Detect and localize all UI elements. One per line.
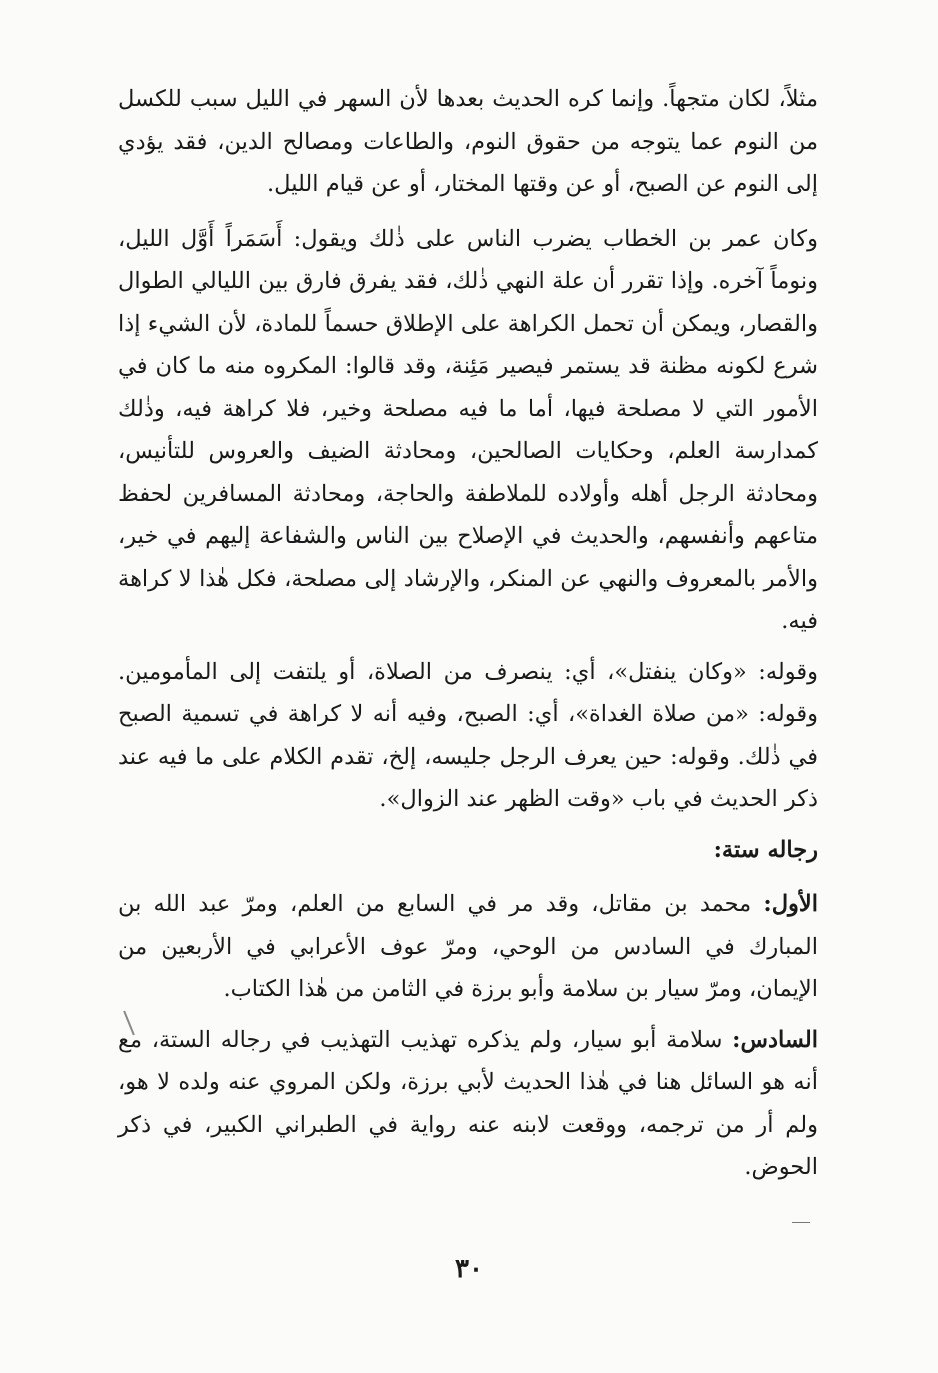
paragraph-4 (118, 883, 818, 1011)
paragraph-4-body: محمد بن مقاتل، وقد مر في السابع من العلم، ومرّ عبد الله بن المبارك في السادس من الوحي، ومرّ عوف الأعرابي في الأربعين من الإيمان، ومرّ سيار بن سلامة وأبو برزة في الثامن من هٰذا الكتاب. (118, 891, 818, 1002)
paragraph-2: وكان عمر بن الخطاب يضرب الناس على ذٰلك ويقول: أَسَمَراً أَوَّل الليل، ونوماً آخره. وإذا تقرر أن علة النهي ذٰلك، فقد يفرق فارق بين الليالي الطوال والقصار، ويمكن أن تحمل الكراهة على الإطلاق حسماً للمادة، لأن الشيء إذا شرع لكونه مظنة قد يستمر فيصير مَئِنة، وقد قالوا: المكروه منه ما كان في الأمور التي لا مصلحة فيها، أما ما فيه مصلحة وخير، فلا كراهة فيه، وذٰلك كمدارسة العلم، وحكايات الصالحين، ومحادثة الضيف والعروس للتأنيس، ومحادثة الرجل أهله وأولاده للملاطفة والحاجة، ومحادثة المسافرين لحفظ متاعهم وأنفسهم، والحديث في الإصلاح بين الناس والشفاعة إليهم في خير، والأمر بالمعروف والنهي عن المنكر، والإرشاد إلى مصلحة، فكل هٰذا لا كراهة فيه. (118, 225, 818, 634)
section-heading: رجاله ستة: (713, 836, 818, 863)
paragraph-3: وقوله: «وكان ينفتل»، أي: ينصرف من الصلاة، أو يلتفت إلى المأمومين. وقوله: «من صلاة الغداة»، أي: الصبح، وفيه أنه لا كراهة في تسمية الصبح في ذٰلك. وقوله: حين يعرف الرجل جليسه، إلخ، تقدم الكلام على ما فيه عند ذكر الحديث في باب «وقت الظهر عند الزوال». (118, 658, 818, 812)
paragraph-5 (118, 1019, 818, 1189)
page-number: ٣٠ (455, 1254, 483, 1284)
margin-dash-mark (792, 1222, 810, 1223)
paragraph-5-body: سلامة أبو سيار، ولم يذكره تهذيب التهذيب في رجاله الستة، مع أنه هو السائل هنا في هٰذا الحديث لأبي برزة، ولكن المروي عنه ولده لا هو، ولم أر من ترجمه، ووقعت لابنه عنه رواية في الطبراني الكبير، في ذكر الحوض. (118, 1026, 818, 1180)
paragraph-4-lead: الأول: (763, 891, 818, 917)
page-body (118, 78, 818, 1189)
paragraph-1: مثلاً، لكان متجهاً. وإنما كره الحديث بعدها لأن السهر في الليل سبب للكسل من النوم عما يتوجه من حقوق النوم، والطاعات ومصالح الدين، فقد يؤدي إلى النوم عن الصبح، أو عن وقتها المختار، أو عن قيام الليل. (118, 86, 818, 197)
paragraph-5-lead: السادس: (732, 1026, 818, 1053)
